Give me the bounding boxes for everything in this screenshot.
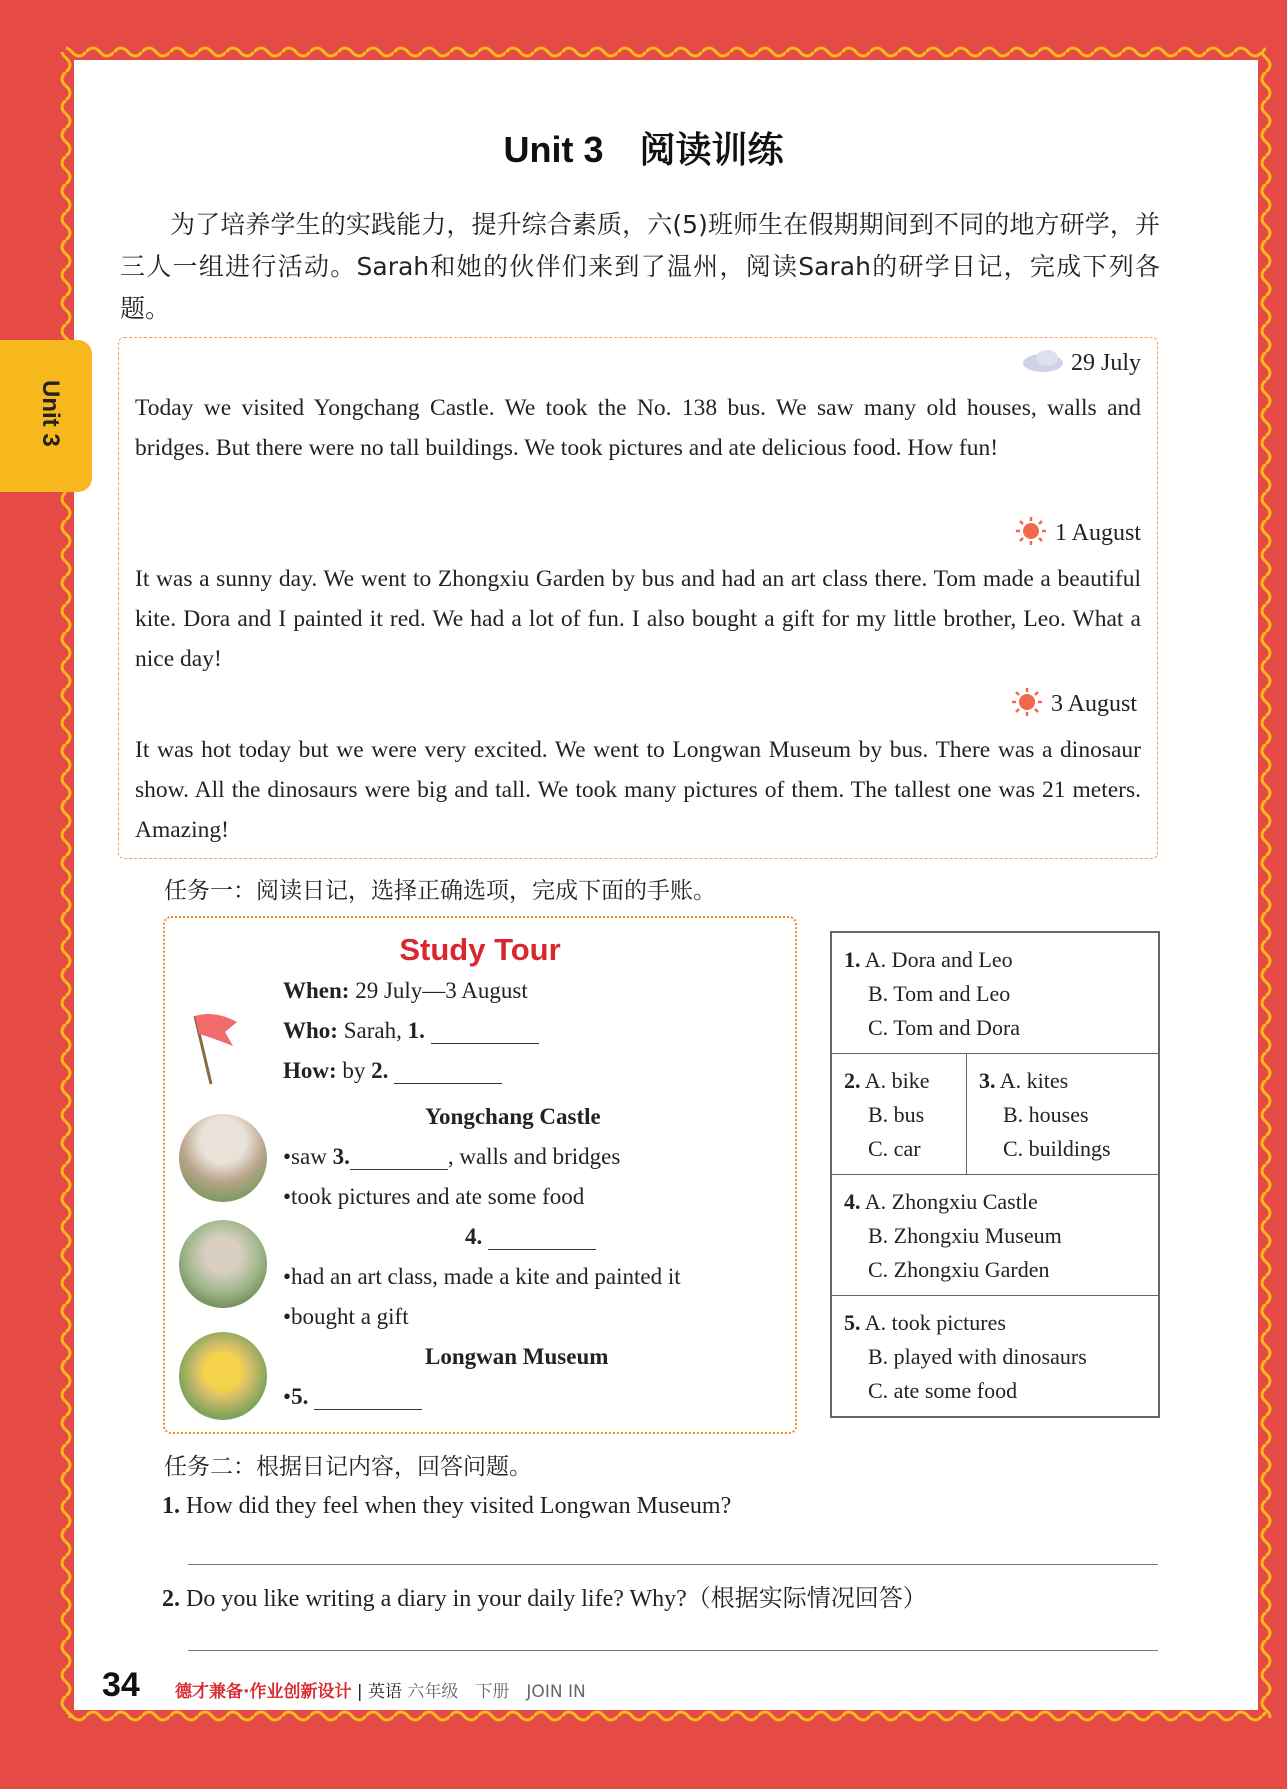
place-4-line: 4.	[465, 1224, 596, 1250]
options-q1: 1. A. Dora and Leo B. Tom and Leo C. Tom and Dora	[844, 947, 1021, 1040]
answer-blank-3[interactable]	[350, 1147, 448, 1170]
who-line: Who: Sarah, 1.	[283, 1018, 539, 1044]
options-q5: 5. A. took pictures B. played with dinosaurs C. ate some food	[844, 1310, 1087, 1403]
sun-icon	[1009, 687, 1045, 717]
longwan-line-1: •5.	[283, 1384, 422, 1410]
diary-date-2: 1 August	[1013, 516, 1141, 547]
options-q2: 2. A. bike B. bus C. car	[844, 1068, 930, 1161]
answer-line-1[interactable]	[188, 1564, 1158, 1565]
footer-series: 德才兼备·作业创新设计 | 英语 六年级 下册 JOIN IN	[175, 1682, 586, 1702]
options-table	[830, 931, 1160, 1418]
diary-date-1: 29 July	[1021, 348, 1141, 377]
place-longwan: Longwan Museum	[425, 1344, 609, 1369]
options-q4: 4. A. Zhongxiu Castle B. Zhongxiu Museum C. Zhongxiu Garden	[844, 1189, 1062, 1282]
place-yongchang: Yongchang Castle	[425, 1104, 601, 1129]
flag-icon	[185, 1008, 245, 1088]
diary-entry-1: Today we visited Yongchang Castle. We took the No. 138 bus. We saw many old houses, walls and bridges. But there were no tall buildings. We took pictures and ate delicious food. How fun!	[135, 395, 1141, 461]
answer-blank-2[interactable]	[394, 1061, 502, 1084]
page-number: 34	[102, 1666, 140, 1704]
study-tour-card	[163, 916, 797, 1434]
task2-instruction: 任务二：根据日记内容，回答问题。	[164, 1454, 532, 1480]
intro-paragraph: 为了培养学生的实践能力，提升综合素质，六(5)班师生在假期期间到不同的地方研学，并三人一组进行活动。Sarah和她的伙伴们来到了温州，阅读Sarah的研学日记，完成下列各题。	[120, 210, 1160, 323]
castle-photo	[179, 1114, 267, 1202]
unit-side-tab: Unit 3	[0, 340, 92, 492]
answer-blank-4[interactable]	[488, 1227, 596, 1250]
diary-date-3: 3 August	[1009, 687, 1137, 718]
study-tour-title: Study Tour	[399, 932, 561, 967]
how-line: How: by 2.	[283, 1058, 502, 1084]
task1-instruction: 任务一：阅读日记，选择正确选项，完成下面的手账。	[164, 878, 716, 904]
cloudy-icon	[1021, 348, 1065, 374]
museum-photo	[179, 1332, 267, 1420]
yongchang-line-1: •saw 3. , walls and bridges	[283, 1144, 621, 1169]
garden-line-1: •had an art class, made a kite and painted it	[283, 1264, 681, 1289]
when-line: When: 29 July—3 August	[283, 978, 528, 1003]
garden-line-2: •bought a gift	[283, 1304, 409, 1329]
diary-entry-3: It was hot today but we were very excited. We went to Longwan Museum by bus. There was a dinosaur show. All the dinosaurs were big and tall. We took many pictures of them. The tallest one was 21 meters. Amazing!	[135, 737, 1141, 843]
yongchang-line-2: •took pictures and ate some food	[283, 1184, 585, 1209]
diary-entry-2: It was a sunny day. We went to Zhongxiu Garden by bus and had an art class there. Tom made a beautiful kite. Dora and I painted it red. We had a lot of fun. I also bought a gift for my little brother, Leo. What a nice day!	[135, 566, 1141, 672]
question-2: 2. Do you like writing a diary in your daily life? Why?（根据实际情况回答）	[162, 1586, 927, 1612]
answer-blank-5[interactable]	[314, 1387, 422, 1410]
diary-box	[118, 337, 1158, 859]
sun-icon	[1013, 516, 1049, 546]
garden-photo	[179, 1220, 267, 1308]
options-q3: 3. A. kites B. houses C. buildings	[966, 1054, 1158, 1174]
page-title: Unit 3 阅读训练	[503, 129, 784, 170]
question-1: 1. How did they feel when they visited Longwan Museum?	[162, 1493, 732, 1519]
answer-blank-1[interactable]	[431, 1021, 539, 1044]
answer-line-2[interactable]	[188, 1650, 1158, 1651]
